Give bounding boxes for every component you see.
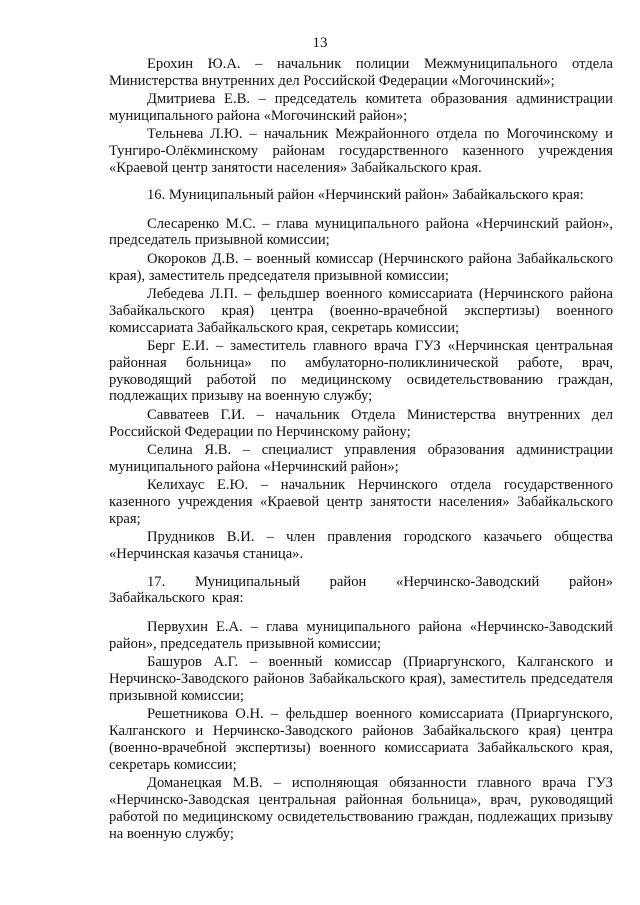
member-paragraph: Келихаус Е.Ю. – начальник Нерчинского отдела государственного казенного учреждения «Краевой центр занятости населения» Забайкальского края; [109,477,613,527]
section-heading-17: 17. Муниципальный район «Нерчинско-Заводский район» Забайкальского края: [109,573,613,607]
member-paragraph: Решетникова О.Н. – фельдшер военного комиссариата (Приаргунского, Калганского и Нерчинско-Заводского районов Забайкальского края) центра (военно-врачебной экспертизы) военного комиссариата Забайкальского края, секретарь комиссии; [109,706,613,773]
member-paragraph: Савватеев Г.И. – начальник Отдела Министерства внутренних дел Российской Федерации по Нерчинскому району; [109,406,613,440]
member-paragraph: Башуров А.Г. – военный комиссар (Приаргунского, Калганского и Нерчинско-Заводского районов Забайкальского края), заместитель председателя призывной комиссии; [109,654,613,705]
member-paragraph: Тельнева Л.Ю. – начальник Межрайонного отдела по Могочинскому и Тунгиро-Олёкминскому районам государственного казенного учреждения «Краевой центр занятости населения» Забайкальского края. [109,126,613,176]
member-paragraph: Доманецкая М.В. – исполняющая обязанности главного врача ГУЗ «Нерчинско-Заводская центральная районная больница», врач, руководящий работой по медицинскому освидетельствованию граждан, подлежащих призыву на военную службу; [109,775,613,842]
member-paragraph: Первухин Е.А. – глава муниципального района «Нерчинско-Заводский район», председатель призывной комиссии; [109,619,613,653]
member-paragraph: Слесаренко М.С. – глава муниципального района «Нерчинский район», председатель призывной комиссии; [109,215,613,249]
member-paragraph: Берг Е.И. – заместитель главного врача ГУЗ «Нерчинская центральная районная больница» по амбулаторно-поликлинической работе, врач, руководящий работой по медицинскому освидетельствованию граждан, подлежащих призыву на военную службу; [109,337,613,405]
page-number: 13 [312,35,328,51]
member-paragraph: Ерохин Ю.А. – начальник полиции Межмуниципального отдела Министерства внутренних дел Российской Федерации «Могочинский»; [109,56,613,89]
member-paragraph: Окороков Д.В. – военный комиссар (Нерчинского района Забайкальского края), заместитель председателя призывной комиссии; [109,250,613,284]
member-paragraph: Лебедева Л.П. – фельдшер военного комиссариата (Нерчинского района Забайкальского края) центра (военно-врачебной экспертизы) военного комиссариата Забайкальского края, секретарь комиссии; [109,285,613,336]
member-paragraph: Дмитриева Е.В. – председатель комитета образования администрации муниципального района «Могочинский район»; [109,91,613,124]
member-paragraph: Прудников В.И. – член правления городского казачьего общества «Нерчинская казачья станица». [109,529,613,562]
section-heading-16: 16. Муниципальный район «Нерчинский район» Забайкальского края: [147,186,584,203]
member-paragraph: Селина Я.В. – специалист управления образования администрации муниципального района «Нерчинский район»; [109,441,613,475]
document-body [109,56,613,844]
